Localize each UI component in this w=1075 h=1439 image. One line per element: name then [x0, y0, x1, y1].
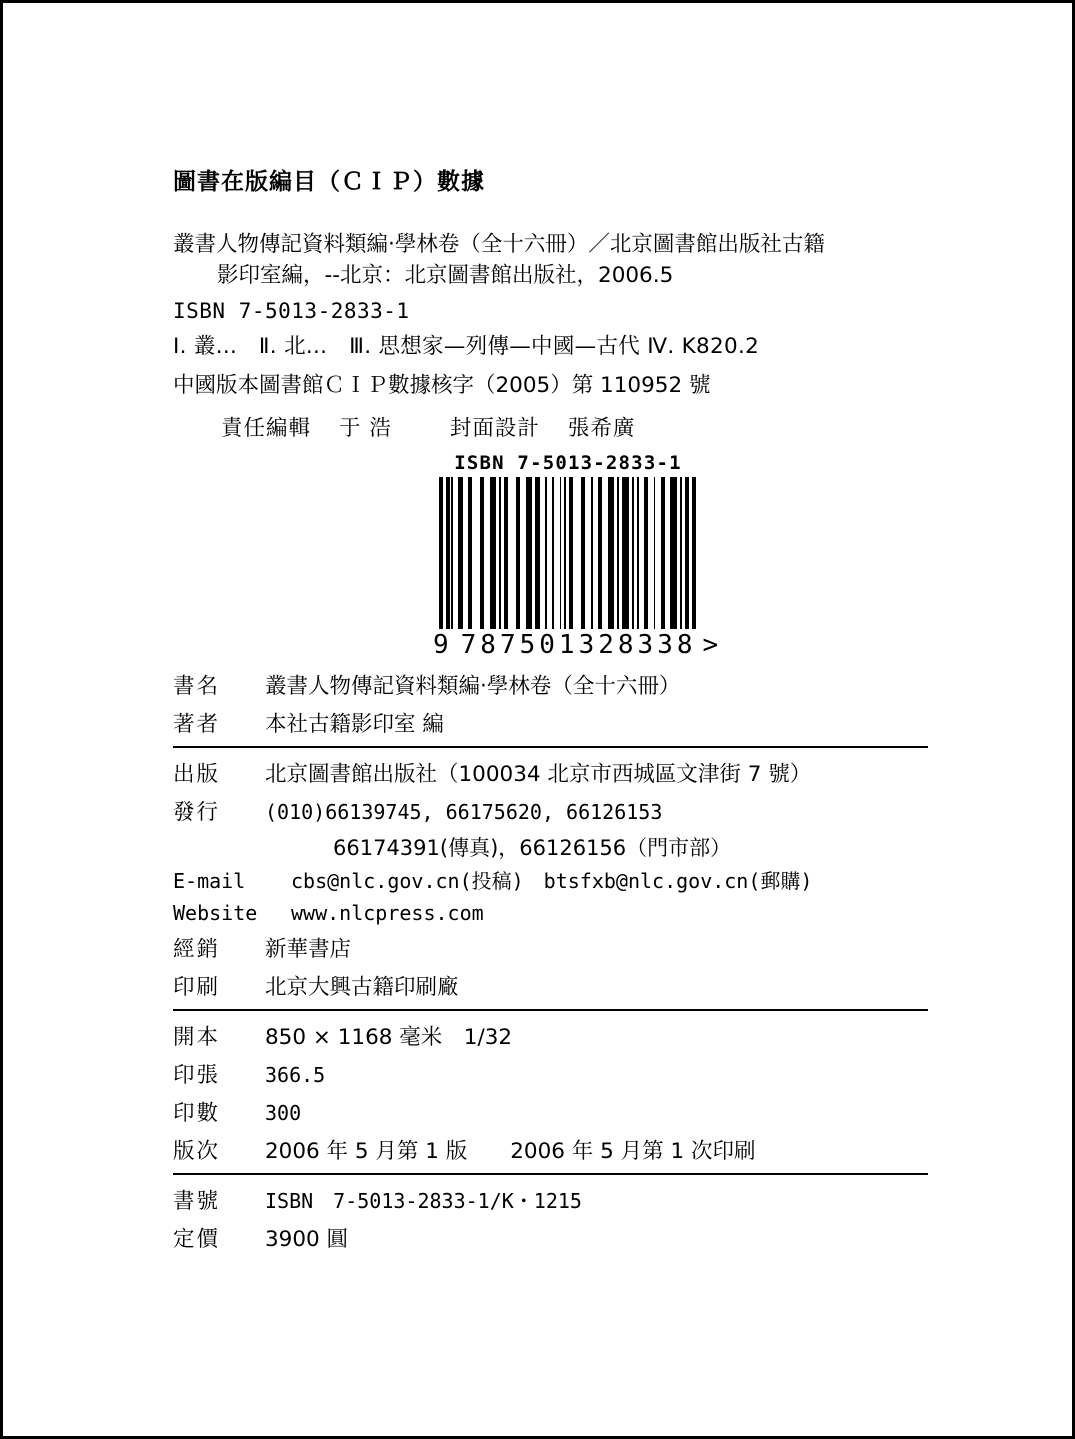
classification-line: Ⅰ. 叢... Ⅱ. 北... Ⅲ. 思想家—列傳—中國—古代 Ⅳ. K820.2: [173, 334, 760, 360]
barcode-lead-digit: 9: [433, 630, 453, 661]
colophon-key: 經銷: [173, 937, 221, 963]
cover-designer-label: 封面設計: [449, 416, 540, 442]
phone-subline: 66174391(傳真)，66126156（門市部）: [333, 836, 732, 861]
barcode: [433, 452, 723, 661]
cip-entry: [173, 230, 963, 291]
colophon-value: 3900 圓: [265, 1227, 349, 1253]
colophon-row: [173, 1219, 928, 1257]
editor-credits: [173, 411, 963, 442]
colophon-key: 著者: [173, 712, 221, 738]
colophon-key: 印數: [173, 1101, 221, 1127]
colophon-value: cbs@nlc.gov.cn(投稿) btsfxb@nlc.gov.cn(郵購): [291, 869, 813, 894]
divider: [173, 1009, 928, 1011]
colophon-key: Website: [173, 901, 258, 926]
cip-number-line: 中國版本圖書館ＣＩＰ數據核字（2005）第 110952 號: [173, 373, 711, 399]
divider: [173, 746, 928, 748]
cip-entry-line-2: 影印室編，--北京：北京圖書館出版社，2006.5: [217, 262, 674, 288]
colophon-key: E-mail: [173, 869, 246, 894]
barcode-tail-mark: >: [702, 630, 723, 661]
cip-entry-line-1: 叢書人物傳記資料類編‧學林卷（全十六冊）／北京圖書館出版社古籍: [173, 232, 825, 257]
colophon-table: [173, 666, 928, 1257]
colophon-key: 發行: [173, 800, 221, 826]
barcode-bars: [439, 477, 697, 629]
colophon-row: [173, 967, 928, 1005]
colophon-row: [173, 898, 928, 929]
colophon-key: 版次: [173, 1139, 221, 1165]
colophon-row: [173, 792, 928, 830]
colophon-row: [173, 1093, 928, 1131]
colophon-row: [173, 666, 928, 704]
colophon-row: [173, 929, 928, 967]
colophon-key: 書名: [173, 674, 221, 700]
barcode-digit-group: 787501328338: [460, 630, 697, 661]
colophon-key: 開本: [173, 1025, 221, 1051]
colophon-key: 印張: [173, 1063, 221, 1089]
colophon-row: [173, 1131, 928, 1169]
divider: [173, 1173, 928, 1175]
colophon-value: 北京大興古籍印刷廠: [265, 975, 459, 1001]
colophon-row: [173, 1181, 928, 1219]
colophon-row: [173, 862, 928, 898]
cover-designer-name: 張希廣: [567, 416, 636, 442]
colophon-value: 新華書店: [265, 937, 352, 963]
colophon-key: 出版: [173, 762, 221, 788]
editor-label: 責任編輯: [221, 416, 312, 442]
colophon-value: 2006 年 5 月第 1 版 2006 年 5 月第 1 次印刷: [265, 1139, 756, 1165]
colophon-row: [173, 754, 928, 792]
colophon-value: 北京圖書館出版社（100034 北京市西城區文津街 7 號）: [265, 762, 812, 788]
colophon-value: 850 × 1168 毫米 1/32: [265, 1025, 513, 1051]
colophon-value: 366.5: [265, 1063, 326, 1088]
colophon-value: 叢書人物傳記資料類編‧學林卷（全十六冊）: [265, 674, 681, 700]
colophon-key: 定價: [173, 1227, 221, 1253]
colophon-row: [173, 704, 928, 742]
colophon-value: 300: [265, 1101, 302, 1126]
colophon-value: (010)66139745, 66175620, 66126153: [265, 800, 663, 825]
page-content: [173, 163, 963, 1257]
colophon-value: www.nlcpress.com: [291, 901, 484, 926]
barcode-digits: [433, 630, 723, 661]
barcode-isbn-label: ISBN 7-5013-2833-1: [454, 452, 682, 475]
colophon-key: 印刷: [173, 975, 221, 1001]
colophon-key: 書號: [173, 1189, 221, 1215]
editor-name: 于 浩: [339, 416, 392, 442]
colophon-row: [173, 1055, 928, 1093]
cip-heading: 圖書在版編目（ＣＩＰ）數據: [173, 169, 485, 195]
isbn-line: ISBN 7-5013-2833-1: [173, 299, 410, 324]
colophon-row: [173, 1017, 928, 1055]
colophon-value: 本社古籍影印室 編: [265, 712, 444, 738]
colophon-value: ISBN 7-5013-2833-1/K・1215: [265, 1189, 582, 1214]
